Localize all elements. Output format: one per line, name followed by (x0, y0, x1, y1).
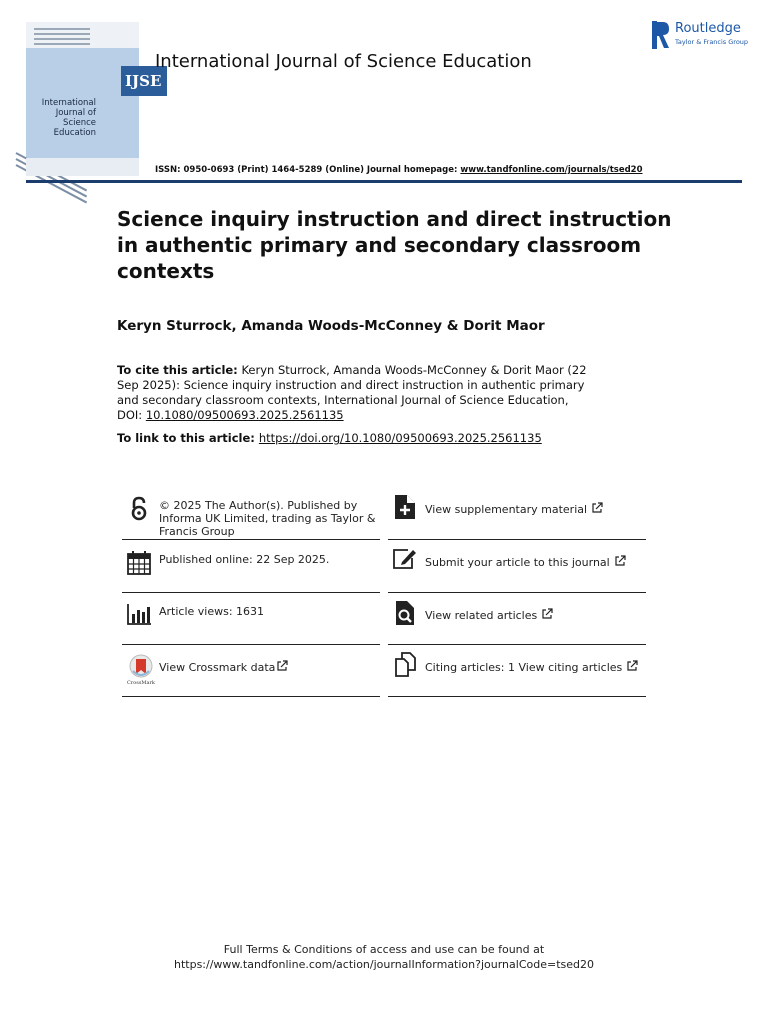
citation-block (117, 363, 587, 423)
related-articles-link[interactable]: View related articles (425, 608, 553, 622)
cover-bottom-band (26, 158, 139, 176)
publisher-subtitle: Taylor & Francis Group (675, 38, 749, 46)
publisher-logo (652, 21, 752, 51)
citing-articles-link[interactable]: Citing articles: 1 View citing articles (425, 660, 638, 674)
issn-line (155, 165, 643, 175)
license-text: © 2025 The Author(s). Published by Informa UK Limited, trading as Taylor & Francis Group (159, 499, 376, 538)
copy-documents-icon (392, 651, 418, 677)
supplementary-cell[interactable] (388, 488, 646, 540)
crossmark-cell[interactable] (122, 645, 380, 697)
cover-top-band (26, 22, 139, 48)
external-link-icon (276, 660, 288, 672)
citing-cell[interactable] (388, 645, 646, 697)
header-divider (26, 180, 742, 183)
terms-url[interactable]: https://www.tandfonline.com/action/journalInformation?journalCode=tsed20 (174, 958, 594, 971)
link-label: To link to this article: (117, 431, 255, 445)
search-document-icon (392, 600, 418, 626)
routledge-r-icon (652, 21, 670, 49)
bar-chart-icon (126, 601, 152, 627)
cover-title: International Journal of Science Education (41, 98, 96, 138)
journal-homepage-link[interactable]: www.tandfonline.com/journals/tsed20 (460, 165, 643, 175)
journal-cover-image (26, 22, 162, 176)
article-link-line (117, 431, 542, 445)
edit-icon (392, 546, 418, 572)
publisher-name: Routledge (675, 21, 741, 36)
open-access-icon (126, 496, 152, 522)
calendar-icon (126, 550, 152, 576)
submit-cell[interactable] (388, 540, 646, 593)
external-link-icon (591, 502, 603, 514)
license-cell (122, 488, 380, 540)
supplementary-link[interactable]: View supplementary material (425, 502, 603, 516)
article-title: Science inquiry instruction and direct instruction in authentic primary and secondary classroom contexts (117, 207, 672, 283)
published-cell (122, 540, 380, 593)
issn-text: ISSN: 0950-0693 (Print) 1464-5289 (Online) Journal homepage: (155, 165, 461, 175)
terms-footer (0, 942, 768, 972)
article-authors: Keryn Sturrock, Amanda Woods-McConney & Dorit Maor (117, 318, 545, 334)
crossmark-link[interactable]: View Crossmark data (159, 660, 288, 674)
external-link-icon (541, 608, 553, 620)
cite-label: To cite this article: (117, 363, 238, 377)
journal-name: International Journal of Science Education (155, 51, 532, 72)
cite-doi-link[interactable]: 10.1080/09500693.2025.2561135 (145, 408, 344, 422)
views-cell (122, 593, 380, 645)
article-views: Article views: 1631 (159, 605, 265, 618)
cover-logo: IJSE (121, 66, 167, 96)
cite-text: Keryn Sturrock, Amanda Woods-McConney & Dorit Maor (22 Sep 2025): Science inquiry instruction and direct instruction in authentic primary and secondary classroom contexts, International Journal of Science Education, DOI: (117, 363, 587, 422)
external-link-icon (614, 555, 626, 567)
published-date: Published online: 22 Sep 2025. (159, 553, 330, 566)
submit-article-link[interactable]: Submit your article to this journal (425, 555, 626, 569)
crossmark-icon (126, 653, 156, 685)
external-link-icon (626, 660, 638, 672)
article-doi-url[interactable]: https://doi.org/10.1080/09500693.2025.2561135 (258, 431, 542, 445)
crossmark-caption: CrossMark (127, 680, 155, 686)
terms-line: Full Terms & Conditions of access and use can be found at (223, 943, 545, 956)
related-cell[interactable] (388, 593, 646, 645)
add-file-icon (392, 494, 418, 520)
